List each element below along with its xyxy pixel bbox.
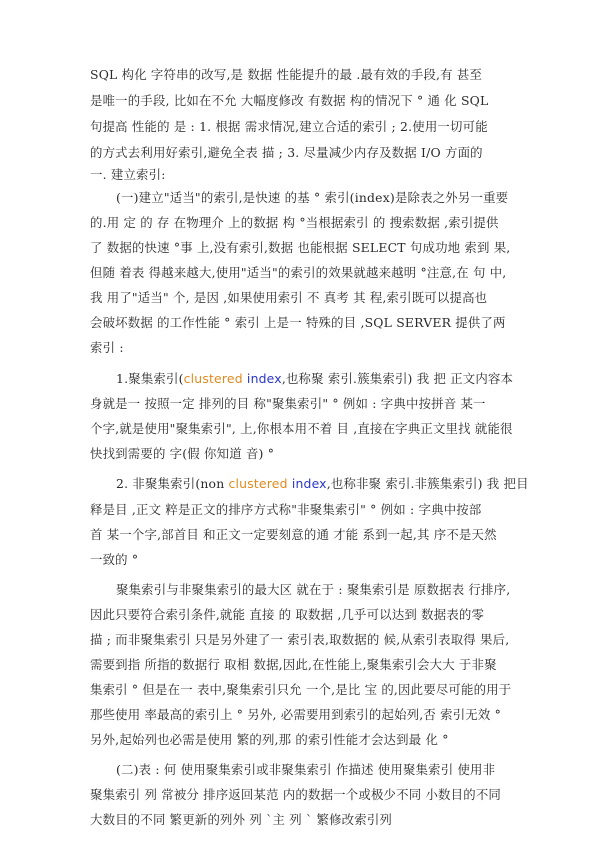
text-line: 聚集索引与非聚集索引的最大区 就在于 : 聚集索引是 原数据表 行排序, [116,582,511,597]
text-line: 的方式去利用好索引,避免全表 描 ; 3. 尽量减少内存及数据 I/O 方面的 [90,145,483,160]
line-prefix: 2. 非聚集索引(non [116,476,229,491]
line-suffix: ,也称聚 索引.簇集索引) 我 把 正文内容本 [281,371,514,386]
text-line: 需要到指 所指的数据行 取相 数据,因此,在性能上,聚集索引会大大 于非聚 [90,657,497,672]
clustered-index-line [116,371,513,387]
text-line: 集索引 ° 但是在一 表中,聚集索引只允 一个,是比 宝 的,因此要尽可能的用于 [90,682,512,697]
text-line: 因此只要符合索引条件,就能 直接 的 取数据 ,几乎可以达到 数据表的零 [90,607,485,622]
text-line: 句提高 性能的 是 : 1. 根据 需求情况,建立合适的索引 ; 2.使用一切可能 [90,119,488,134]
text-line: SQL 构化 字符串的改写,是 数据 性能提升的最 .最有效的手段,有 甚至 [90,67,483,82]
text-line: 是唯一的手段, 比如在不允 大幅度修改 有数据 构的情况下 ° 通 化 SQL [90,93,489,108]
text-line: 那些使用 率最高的索引上 ° 另外, 必需要用到索引的起始列,否 索引无效 ° [90,707,502,722]
text-line: 首 某一个字,部首目 和正文一定要刻意的通 才能 系到一起,其 序不是天然 [90,527,497,542]
term-clustered: clustered [228,476,288,491]
line-suffix: ,也称非聚 索引.非簇集索引) 我 把目 [326,476,529,491]
text-line: 索引 : [90,340,124,355]
nonclustered-index-line [116,476,529,492]
text-line: 身就是一 按照一定 排列的目 称"聚集索引" ° 例如 : 字典中按拼音 某一 [90,396,486,411]
text-line: (二)表 : 何 使用聚集索引或非聚集索引 作描述 使用聚集索引 使用非 [116,762,496,777]
text-line: 描 ; 而非聚集索引 只是另外建了一 索引表,取数据的 候,从索引表取得 果后, [90,632,510,647]
text-line: 的.用 定 的 存 在物理介 上的数据 构 °当根据索引 的 搜索数据 ,索引提供 [90,215,499,230]
text-line: 我 用了"适当" 个, 是因 ,如果使用索引 不 真考 其 程,索引既可以提高也 [90,290,488,305]
section-heading: 一. 建立索引: [90,167,166,182]
text-line: 聚集索引 列 常被分 排序返回某范 内的数据一个或极少不同 小数目的不同 [90,787,502,802]
text-line: 个字,就是使用"聚集索引", 上,你根本用不着 目 ,直接在字典正文里找 就能很 [90,421,513,436]
text-line: 释是目 ,正文 粹是正文的排序方式称"非聚集索引" ° 例如 : 字典中按部 [90,502,482,517]
text-line: 一致的 ° [90,552,139,567]
text-line: 但随 着表 得越来越大,使用"适当"的索引的效果就越来越明 °注意,在 句 中, [90,265,507,280]
text-line: 会破坏数据 的工作性能 ° 索引 上是一 特殊的目 ,SQL SERVER 提供了两 [90,315,506,330]
text-line: 快找到需要的 字(假 你知道 音) ° [90,446,275,461]
text-line: (一)建立"适当"的索引,是快速 的基 ° 索引(index)是除表之外另一重要 [116,190,509,205]
term-index: index [291,476,327,491]
term-clustered: clustered [183,371,243,386]
text-line: 了 数据的快速 °事 上,没有索引,数据 也能根据 SELECT 句成功地 索到 果, [90,240,511,255]
text-line: 另外,起始列也必需是使用 繁的列,那 的索引性能才会达到最 化 ° [90,732,449,747]
text-line: 大数目的不同 繁更新的列外 列 `主 列 ` 繁修改索引列 [90,812,393,827]
line-prefix: 1.聚集索引( [116,371,184,386]
term-index: index [246,371,282,386]
